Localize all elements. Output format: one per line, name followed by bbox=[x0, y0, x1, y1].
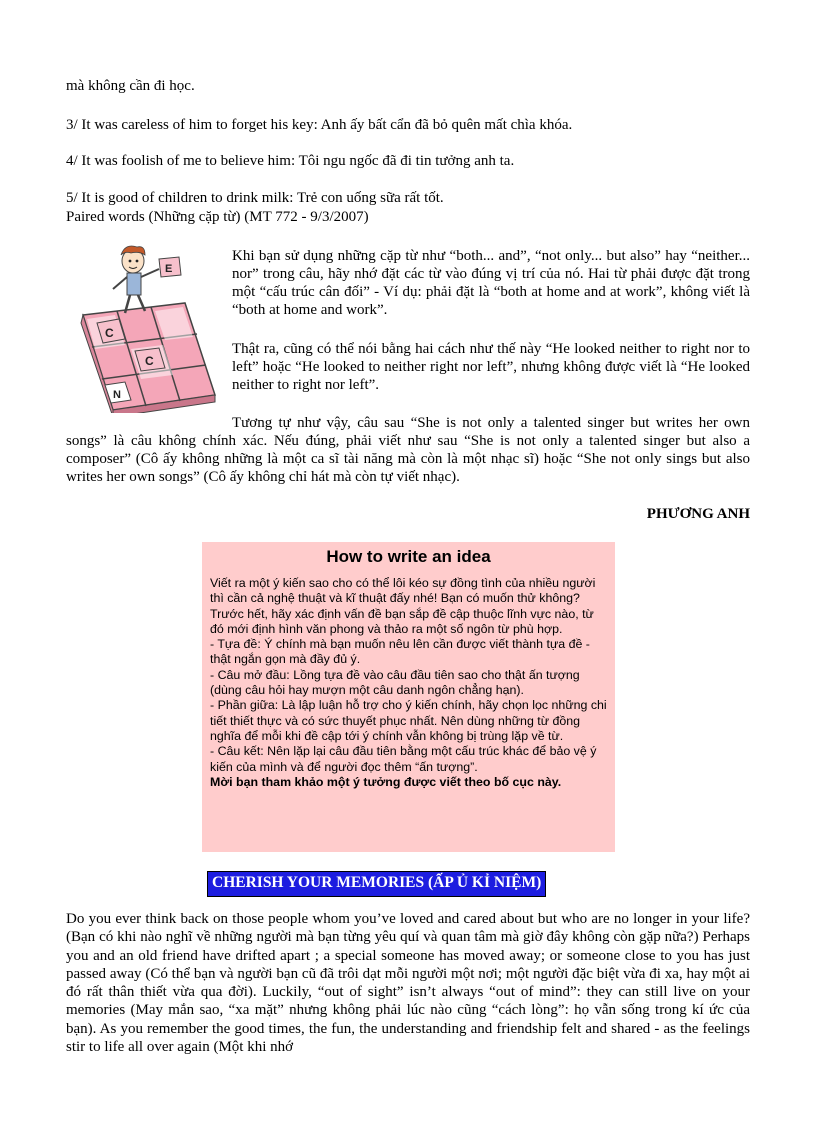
tile-e-letter: E bbox=[165, 263, 173, 275]
tip-paragraph-5: - Phần giữa: Là lập luận hỗ trợ cho ý kiến chính, hãy chọn lọc những chi tiết thiết thực và có sức thuyết phục nhất. Nên dùng những từ đồng nghĩa để mỗi khi đề cập tới ý chính vẫn không bị trùng lặp về từ. bbox=[210, 698, 607, 743]
article-paragraph-2 bbox=[232, 340, 750, 394]
tile-e bbox=[159, 257, 181, 277]
author-name: PHƯƠNG ANH bbox=[646, 506, 750, 522]
story-text: Do you ever think back on those people whom you’ve loved and cared about but who are no longer in your life? (Bạn có khi nào nghĩ về những người mà bạn từng yêu quí và quan tâm mà giờ đây không còn gặp nữa?) Perhaps you and an old friend have drifted apart ; a special someone has moved away; or someone close to you has just passed away (Có thể bạn và người bạn cũ đã trôi dạt mỗi người một nơi; một người đặc biệt vừa đi xa, hay một ai đó rất thân thiết vừa qua đời). Luckily, “out of sight” isn’t always “out of mind”: they can still live on your memories (May mắn sao, “xa mặt” nhưng không phải lúc nào cũng “cách lòng”: họ vẫn sống trong kí ức của bạn). As you remember the good times, the fun, the understanding and friendship felt and shared - as the feelings stir to life all over again (Một khi nhớ bbox=[66, 911, 750, 1056]
intro-tail: mà không cần đi học. bbox=[66, 78, 195, 94]
tip-paragraph-2: Trước hết, hãy xác định vấn đề bạn sắp đề cập thuộc lĩnh vực nào, từ đó mới định hình văn phong và thảo ra một số ngôn từ phù hợp. bbox=[210, 606, 594, 636]
letter-tray-illustration bbox=[75, 245, 223, 413]
section-heading: CHERISH YOUR MEMORIES (ẤP Ủ KỈ NIỆM) bbox=[208, 872, 545, 896]
article-paragraph-2-text: Thật ra, cũng có thể nói bằng hai cách như thế này “He looked neither to right nor to left” hoặc “He looked to neither right nor left”, nhưng không được viết là “He looked neither to right nor left”. bbox=[232, 341, 750, 393]
article-paragraph-3 bbox=[66, 414, 750, 486]
tip-paragraph-6: - Câu kết: Nên lặp lại câu đầu tiên bằng một cấu trúc khác để bảo vệ ý kiến của mình và để người đọc thêm “ấn tượng”. bbox=[210, 744, 597, 774]
tip-paragraph-3: - Tựa đề: Ý chính mà bạn muốn nêu lên cần được viết thành tựa đề - thật ngắn gọn mà đầy đủ ý. bbox=[210, 637, 590, 667]
tip-box-title: How to write an idea bbox=[326, 547, 491, 566]
tip-box bbox=[202, 542, 615, 852]
tile-c1-letter: C bbox=[105, 326, 114, 340]
cartoon-person bbox=[113, 246, 159, 313]
example-3: 3/ It was careless of him to forget his key: Anh ấy bất cẩn đã bỏ quên mất chìa khóa. bbox=[66, 117, 573, 133]
tip-box-cta: Mời bạn tham khảo một ý tưởng được viết theo bố cục này. bbox=[210, 774, 562, 789]
example-4: 4/ It was foolish of me to believe him: Tôi ngu ngốc đã đi tin tưởng anh ta. bbox=[66, 153, 515, 169]
tile-c2-letter: C bbox=[145, 354, 154, 368]
tip-paragraph-4: - Câu mở đầu: Lồng tựa đề vào câu đầu tiên sao cho thật ấn tượng (dùng câu hỏi hay mượn một câu danh ngôn chẳng hạn). bbox=[210, 667, 580, 698]
article-paragraph-3-text: Tương tự như vậy, câu sau “She is not only a talented singer but writes her own songs” là câu không chính xác. Nếu đúng, phải viết như sau “She is not only a talented singer but also a composer” (Cô ấy không những là một ca sĩ tài năng mà còn là một nhạc sĩ) hoặc “She not only sings but also writes her own songs” (Cô ấy không chỉ hát mà còn tự viết nhạc). bbox=[66, 415, 750, 485]
tip-paragraph-1: Viết ra một ý kiến sao cho có thể lôi kéo sự đồng tình của nhiều người thì cần cả nghệ thuật và kĩ thuật đấy nhé! Bạn có muốn thử không? bbox=[210, 576, 596, 606]
article-title: Paired words (Những cặp từ) (MT 772 - 9/3/2007) bbox=[66, 209, 369, 225]
article-paragraph-1-text: Khi bạn sử dụng những cặp từ như “both... and”, “not only... but also” hay “neither... nor” trong câu, hãy nhớ đặt các từ vào đúng vị trí của nó. Hai từ phải được đặt trong một “cấu trúc cân đối” - Ví dụ: phải đặt là “both at home and at work”, không viết là “both at home and work”. bbox=[232, 248, 750, 318]
story-paragraph bbox=[66, 910, 750, 1056]
tile-c2 bbox=[135, 348, 165, 371]
example-5: 5/ It is good of children to drink milk: Trẻ con uống sữa rất tốt. bbox=[66, 190, 444, 206]
tile-n-letter: N bbox=[113, 389, 121, 401]
article-paragraph-1 bbox=[232, 247, 750, 319]
